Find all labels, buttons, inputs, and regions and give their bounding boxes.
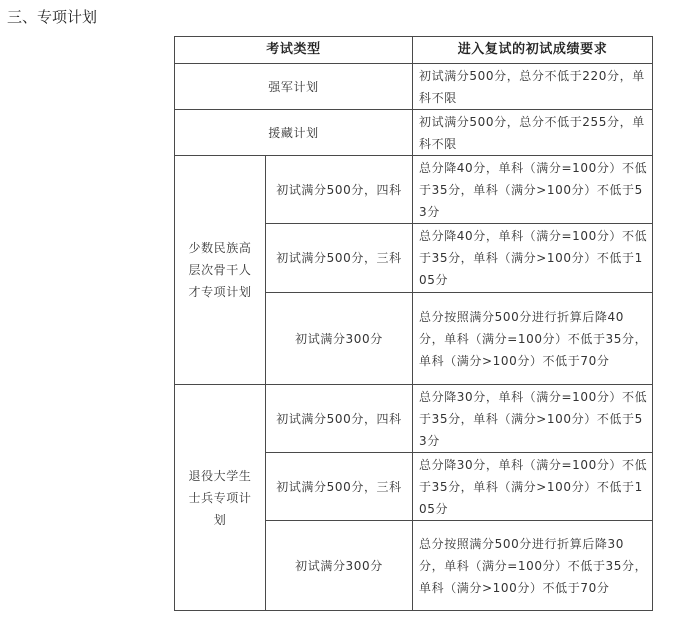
table-header-row xyxy=(175,37,653,64)
exam-subtype-cell: 初试满分500分，四科 xyxy=(266,385,413,453)
table-row xyxy=(175,156,653,224)
header-requirement: 进入复试的初试成绩要求 xyxy=(413,37,653,64)
requirement-cell: 初试满分500分，总分不低于255分，单科不限 xyxy=(413,110,653,156)
requirement-cell: 总分降40分，单科（满分=100分）不低于35分，单科（满分>100分）不低于105分 xyxy=(413,224,653,293)
table-row xyxy=(175,385,653,453)
group-name-cell: 少数民族高层次骨干人才专项计划 xyxy=(175,156,266,385)
header-exam-type: 考试类型 xyxy=(175,37,413,64)
requirement-cell: 总分降30分，单科（满分=100分）不低于35分，单科（满分>100分）不低于53分 xyxy=(413,385,653,453)
table-row xyxy=(175,110,653,156)
exam-type-cell: 强军计划 xyxy=(175,64,413,110)
exam-subtype-cell: 初试满分300分 xyxy=(266,521,413,611)
requirement-cell: 总分降30分，单科（满分=100分）不低于35分，单科（满分>100分）不低于105分 xyxy=(413,453,653,521)
exam-subtype-cell: 初试满分500分，三科 xyxy=(266,453,413,521)
requirement-cell: 总分按照满分500分进行折算后降30分，单科（满分=100分）不低于35分，单科（满分>100分）不低于70分 xyxy=(413,521,653,611)
table-row xyxy=(175,64,653,110)
exam-subtype-cell: 初试满分500分，四科 xyxy=(266,156,413,224)
requirements-table xyxy=(174,36,653,611)
requirement-cell: 总分按照满分500分进行折算后降40分，单科（满分=100分）不低于35分，单科（满分>100分）不低于70分 xyxy=(413,293,653,385)
requirement-cell: 总分降40分，单科（满分=100分）不低于35分，单科（满分>100分）不低于53分 xyxy=(413,156,653,224)
group-name-cell: 退役大学生士兵专项计划 xyxy=(175,385,266,611)
exam-type-cell: 援藏计划 xyxy=(175,110,413,156)
exam-subtype-cell: 初试满分500分，三科 xyxy=(266,224,413,293)
section-heading: 三、专项计划 xyxy=(7,8,98,26)
requirement-cell: 初试满分500分，总分不低于220分，单科不限 xyxy=(413,64,653,110)
exam-subtype-cell: 初试满分300分 xyxy=(266,293,413,385)
